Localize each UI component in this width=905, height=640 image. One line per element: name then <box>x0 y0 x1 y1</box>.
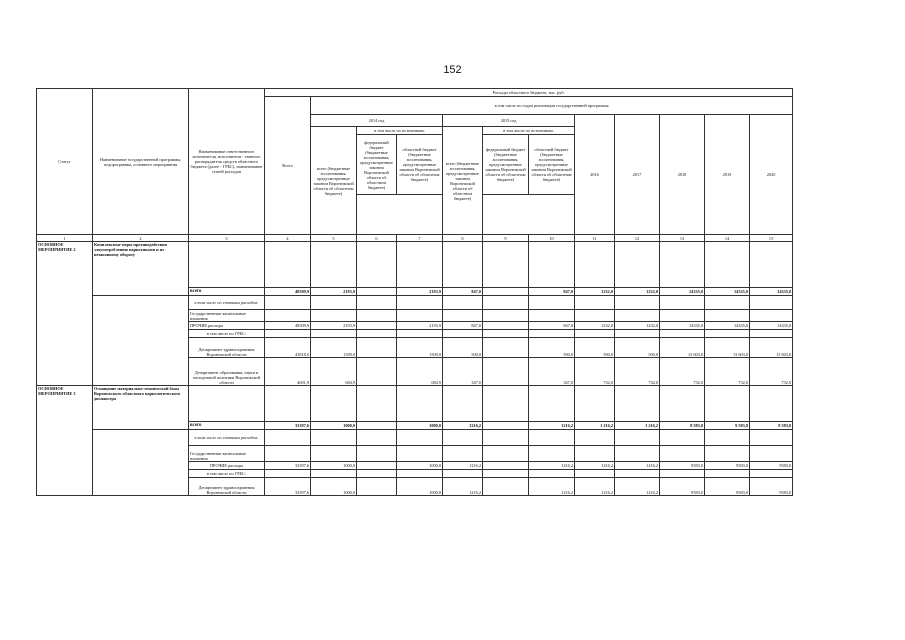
cell-value: 732,0 <box>705 358 750 386</box>
page-number: 152 <box>443 64 462 76</box>
column-number: 11 <box>575 235 615 242</box>
header-2019: 2019 <box>705 115 750 235</box>
cell-value: 1509,0 <box>397 338 443 358</box>
cell-value: 732,0 <box>575 358 615 386</box>
cell-value: 500,0 <box>615 338 660 358</box>
header-program-realization: в том числе по годам реализации государственной программы <box>311 97 793 115</box>
cell-value <box>483 288 529 296</box>
header-executor: Наименование ответственного исполнителя, исполнителя - главного распорядителя средств областного бюджета (далее - ГРБС), наименование статей расходов <box>189 89 265 235</box>
cell-value: 1216,2 <box>615 478 660 496</box>
row-label: Департамент здравоохранения Воронежской области <box>189 478 265 496</box>
cell-value: 14335,0 <box>705 288 750 296</box>
column-number: 6 <box>357 235 397 242</box>
row-label: в том числе по статьям расходов: <box>189 430 265 446</box>
row-label: всего <box>189 422 265 430</box>
row-label: в том числе по статьям расходов: <box>189 296 265 310</box>
cell-value: 9583,0 <box>750 462 793 470</box>
cell-value <box>357 358 397 386</box>
status-cell: ОСНОВНОЕ МЕРОПРИЯТИЕ 3 <box>37 386 93 496</box>
cell-value: 847,0 <box>443 322 483 330</box>
cell-value: 1216,2 <box>529 478 575 496</box>
table-row <box>37 296 793 310</box>
cell-value: 1232,0 <box>615 322 660 330</box>
column-number: 1 <box>37 235 93 242</box>
cell-value <box>357 422 397 430</box>
cell-value: 14335,0 <box>660 288 705 296</box>
cell-value <box>357 478 397 496</box>
cell-value: 1 216,2 <box>615 422 660 430</box>
program-name-cell: Комплексные меры противодействия злоупотреблению наркотиками и их незаконному обороту <box>93 242 189 296</box>
cell-value: 33397,6 <box>265 478 311 496</box>
cell-value: 684,9 <box>397 358 443 386</box>
cell-value: 1000,0 <box>397 422 443 430</box>
row-label: в том числе по ГРБС: <box>189 470 265 478</box>
column-number: 8 <box>443 235 483 242</box>
cell-value: 847,0 <box>443 288 483 296</box>
cell-value: 684,9 <box>311 358 357 386</box>
row-label: всего <box>189 288 265 296</box>
column-number: 4 <box>265 235 311 242</box>
cell-value: 732,0 <box>750 358 793 386</box>
cell-value: 1000,0 <box>311 462 357 470</box>
cell-value: 500,0 <box>443 338 483 358</box>
cell-value: 2193,9 <box>311 288 357 296</box>
cell-value: 1216,2 <box>443 462 483 470</box>
header-2016: 2016 <box>575 115 615 235</box>
column-number: 3 <box>189 235 265 242</box>
header-year-2014: 2014 год <box>311 115 443 127</box>
row-label: ПРОЧИЕ расходы <box>189 462 265 470</box>
cell-value: 732,0 <box>660 358 705 386</box>
cell-value: 9 583,0 <box>660 422 705 430</box>
cell-value: 9 583,0 <box>750 422 793 430</box>
cell-value <box>357 338 397 358</box>
column-number: 7 <box>397 235 443 242</box>
cell-value: 33397,6 <box>265 422 311 430</box>
header-program-name: Наименование государственной программы, подпрограммы, основного мероприятия <box>93 89 189 235</box>
cell-value: 1216,2 <box>529 422 575 430</box>
header-regional-2015: областной бюджет (бюджетные ассигнования, предусмотренные законом Воронежской области об областном бюджете) <box>529 135 575 195</box>
cell-value: 847,0 <box>529 322 575 330</box>
header-total: Всего <box>265 97 311 235</box>
row-label: в том числе по ГРБС: <box>189 330 265 338</box>
cell-value: 48509,9 <box>265 322 311 330</box>
cell-value: 9583,0 <box>705 462 750 470</box>
cell-value: 1232,0 <box>575 322 615 330</box>
cell-value: 1000,0 <box>311 422 357 430</box>
cell-value: 33397,6 <box>265 462 311 470</box>
column-number: 14 <box>705 235 750 242</box>
cell-value: 9583,0 <box>660 478 705 496</box>
cell-value: 48509,9 <box>265 288 311 296</box>
column-number: 12 <box>615 235 660 242</box>
header-2018: 2018 <box>660 115 705 235</box>
cell-value: 14335,0 <box>750 288 793 296</box>
table-row <box>37 242 793 288</box>
cell-value: 732,0 <box>615 358 660 386</box>
cell-value: 347,0 <box>443 358 483 386</box>
cell-value <box>357 322 397 330</box>
header-federal-2014: федеральный бюджет (бюджетные ассигнования, предусмотренные законом Воронежской области об областном бюджете) <box>357 135 397 195</box>
row-label: ПРОЧИЕ расходы <box>189 322 265 330</box>
cell-value: 847,0 <box>529 288 575 296</box>
header-2020: 2020 <box>750 115 793 235</box>
cell-value <box>483 338 529 358</box>
cell-value: 1216,2 <box>529 462 575 470</box>
cell-value: 1509,0 <box>311 338 357 358</box>
cell-value: 13 603,0 <box>750 338 793 358</box>
cell-value: 1216,2 <box>615 462 660 470</box>
cell-value <box>357 288 397 296</box>
cell-value: 1000,0 <box>311 478 357 496</box>
cell-value: 9583,0 <box>750 478 793 496</box>
header-total-2014: всего (бюджетные ассигнования, предусмотренные законом Воронежской области об областном бюджете) <box>311 127 357 235</box>
header-federal-2015: федеральный бюджет (бюджетные ассигнования, предусмотренные законом Воронежской области об областном бюджете) <box>483 135 529 195</box>
cell-value: 2193,9 <box>397 322 443 330</box>
cell-value: 1000,0 <box>397 462 443 470</box>
cell-value: 1000,0 <box>397 478 443 496</box>
header-incl-sources-2015: в том числе по источникам: <box>483 127 575 135</box>
cell-value: 1232,0 <box>575 288 615 296</box>
cell-value <box>483 462 529 470</box>
cell-value: 9583,0 <box>705 478 750 496</box>
table-row <box>37 430 793 446</box>
column-number: 13 <box>660 235 705 242</box>
cell-value: 1216,2 <box>443 478 483 496</box>
cell-value: 1216,2 <box>443 422 483 430</box>
cell-value: 500,0 <box>575 338 615 358</box>
cell-value: 1232,0 <box>615 288 660 296</box>
status-cell: ОСНОВНОЕ МЕРОПРИЯТИЕ 2 <box>37 242 93 386</box>
column-number: 9 <box>483 235 529 242</box>
row-label: Государственные капитальные вложения <box>189 446 265 462</box>
column-number: 10 <box>529 235 575 242</box>
row-label: Департамент образования, науки и молодежной политики Воронежской области <box>189 358 265 386</box>
program-name-cell: Оснащение материально-технической базы Воронежского областного наркологического диспансера <box>93 386 189 430</box>
column-number: 15 <box>750 235 793 242</box>
row-label: Государственные капитальные вложения <box>189 310 265 322</box>
row-label: Департамент здравоохранения Воронежской области <box>189 338 265 358</box>
header-incl-sources-2014: в том числе по источникам: <box>357 127 443 135</box>
cell-value: 14335,0 <box>705 322 750 330</box>
cell-value: 2193,9 <box>311 322 357 330</box>
cell-value: 9 583,0 <box>705 422 750 430</box>
column-number-row <box>37 235 793 242</box>
cell-value: 13 603,0 <box>660 338 705 358</box>
cell-value: 9583,0 <box>660 462 705 470</box>
header-year-2015: 2015 год <box>443 115 575 127</box>
cell-value <box>483 478 529 496</box>
cell-value: 43818,0 <box>265 338 311 358</box>
column-number: 5 <box>311 235 357 242</box>
header-total-2015: всего (бюджетные ассигнования, предусмотренные законом Воронежской области об областном бюджете) <box>443 127 483 235</box>
header-expenses-title: Расходы областного бюджета, тыс. руб. <box>265 89 793 97</box>
header-regional-2014: областной бюджет (бюджетные ассигнования, предусмотренные законом Воронежской области об областном бюджете) <box>397 135 443 195</box>
header-status: Статус <box>37 89 93 235</box>
cell-value <box>483 322 529 330</box>
cell-value: 13 603,0 <box>705 338 750 358</box>
cell-value: 14335,0 <box>660 322 705 330</box>
budget-table <box>36 88 793 496</box>
cell-value: 500,0 <box>529 338 575 358</box>
cell-value: 1216,2 <box>575 462 615 470</box>
column-number: 2 <box>93 235 189 242</box>
cell-value: 14335,0 <box>750 322 793 330</box>
cell-value <box>483 358 529 386</box>
header-2017: 2017 <box>615 115 660 235</box>
cell-value <box>357 462 397 470</box>
cell-value <box>483 422 529 430</box>
cell-value: 4691,9 <box>265 358 311 386</box>
cell-value: 1216,2 <box>575 478 615 496</box>
cell-value: 347,0 <box>529 358 575 386</box>
table-row <box>37 386 793 422</box>
cell-value: 1 216,2 <box>575 422 615 430</box>
cell-value: 2193,9 <box>397 288 443 296</box>
